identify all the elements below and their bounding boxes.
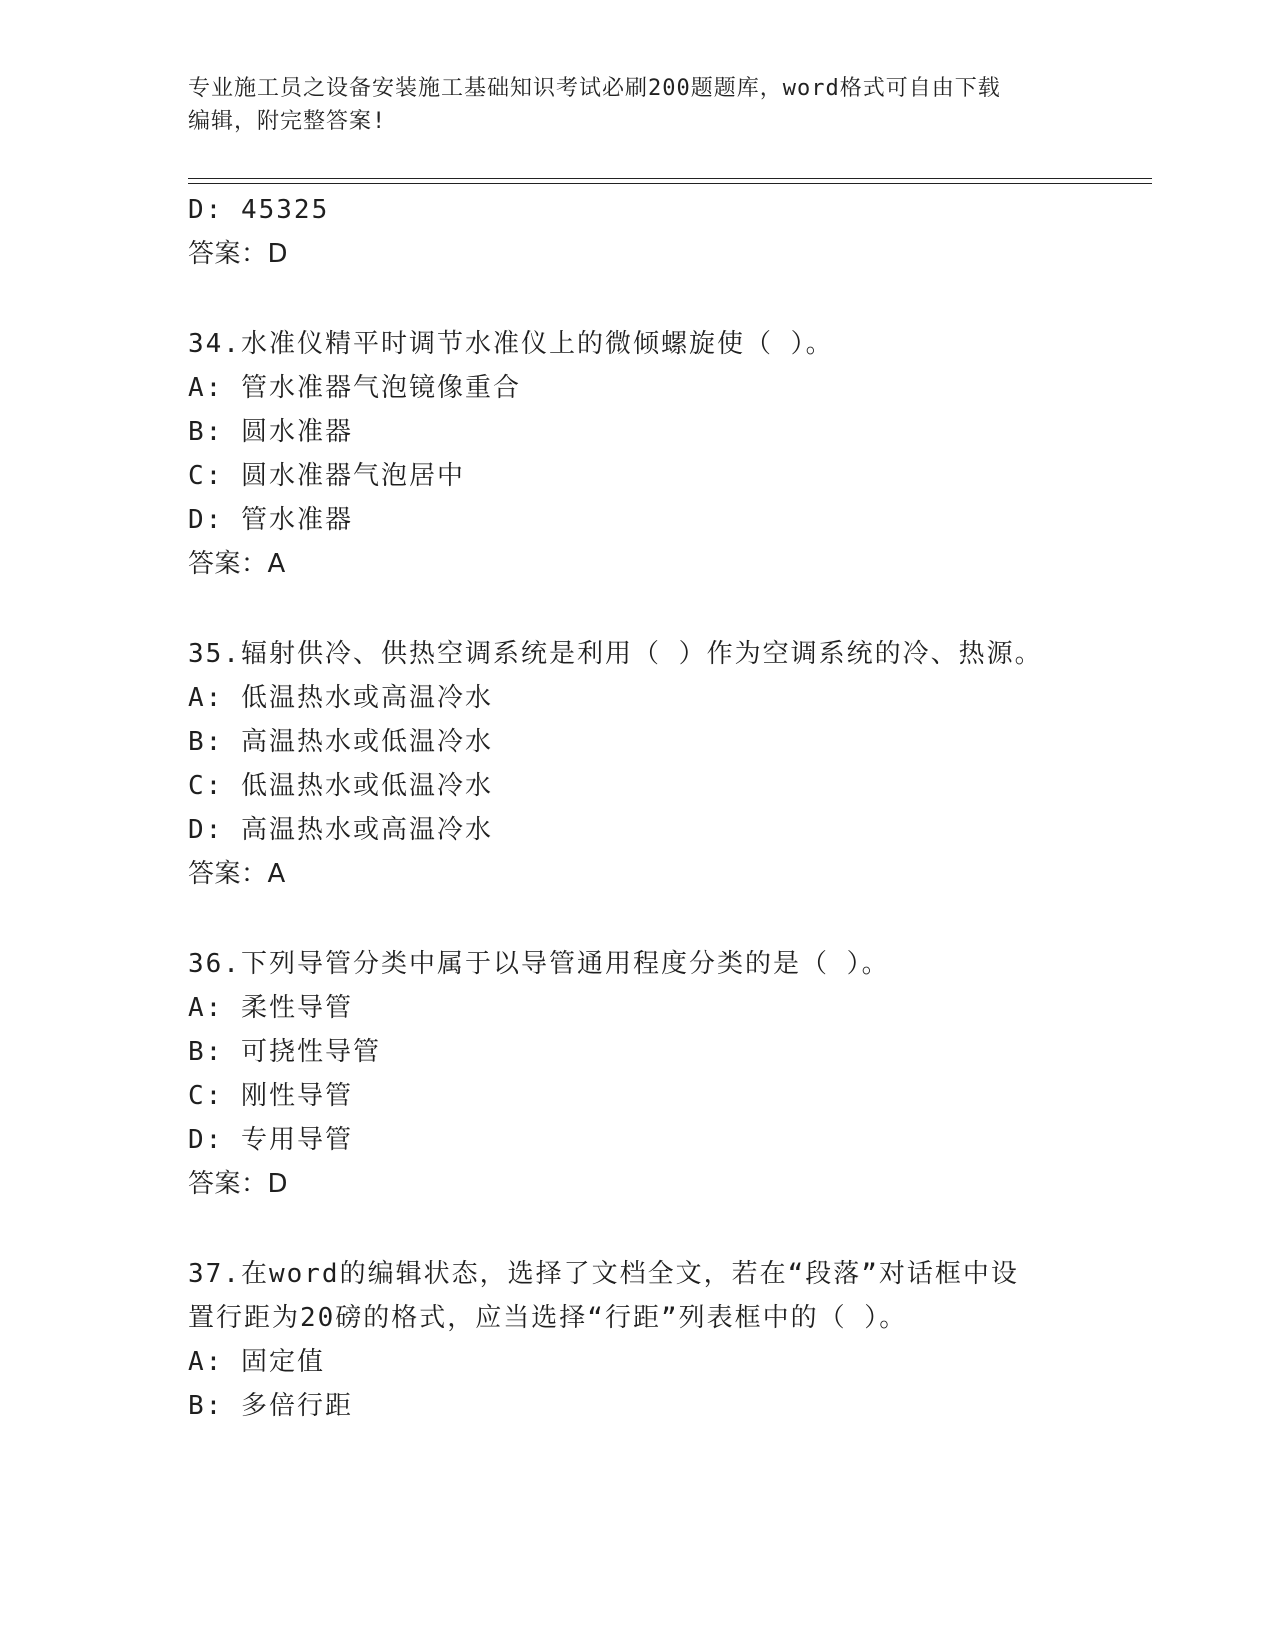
q37-option-b: B: 多倍行距 — [188, 1391, 353, 1421]
q36-stem: 36.下列导管分类中属于以导管通用程度分类的是（ ）。 — [188, 949, 890, 979]
q37-option-a: A: 固定值 — [188, 1347, 325, 1377]
q36-option-a: A: 柔性导管 — [188, 993, 353, 1023]
header-divider-top — [188, 178, 1152, 179]
q35-option-a: A: 低温热水或高温冷水 — [188, 683, 493, 713]
q36-option-d: D: 专用导管 — [188, 1125, 353, 1155]
q33-answer: 答案：D — [188, 239, 289, 269]
q34-option-b: B: 圆水准器 — [188, 417, 353, 447]
q37-stem-line1: 37.在word的编辑状态，选择了文档全文，若在“段落”对话框中设 — [188, 1259, 1019, 1289]
q36-answer: 答案：D — [188, 1169, 289, 1199]
q35-option-b: B: 高温热水或低温冷水 — [188, 727, 493, 757]
q33-option-d: D: 45325 — [188, 195, 330, 225]
header-title-line2: 编辑，附完整答案! — [188, 109, 387, 134]
q34-option-c: C: 圆水准器气泡居中 — [188, 461, 465, 491]
q36-option-c: C: 刚性导管 — [188, 1081, 353, 1111]
document-header — [188, 72, 1088, 138]
q35-option-c: C: 低温热水或低温冷水 — [188, 771, 493, 801]
q34-answer: 答案：A — [188, 549, 286, 579]
q34-stem: 34.水准仪精平时调节水准仪上的微倾螺旋使（ ）。 — [188, 329, 834, 359]
q35-answer: 答案：A — [188, 859, 286, 889]
q35-option-d: D: 高温热水或高温冷水 — [188, 815, 493, 845]
q34-option-d: D: 管水准器 — [188, 505, 353, 535]
q36-option-b: B: 可挠性导管 — [188, 1037, 381, 1067]
q34-option-a: A: 管水准器气泡镜像重合 — [188, 373, 521, 403]
header-divider-bottom — [188, 183, 1152, 184]
header-title-line1: 专业施工员之设备安装施工基础知识考试必刷200题题库，word格式可自由下载 — [188, 76, 1001, 101]
q37-stem-line2: 置行距为20磅的格式，应当选择“行距”列表框中的（ ）。 — [188, 1303, 908, 1333]
q35-stem: 35.辐射供冷、供热空调系统是利用（ ）作为空调系统的冷、热源。 — [188, 639, 1043, 669]
